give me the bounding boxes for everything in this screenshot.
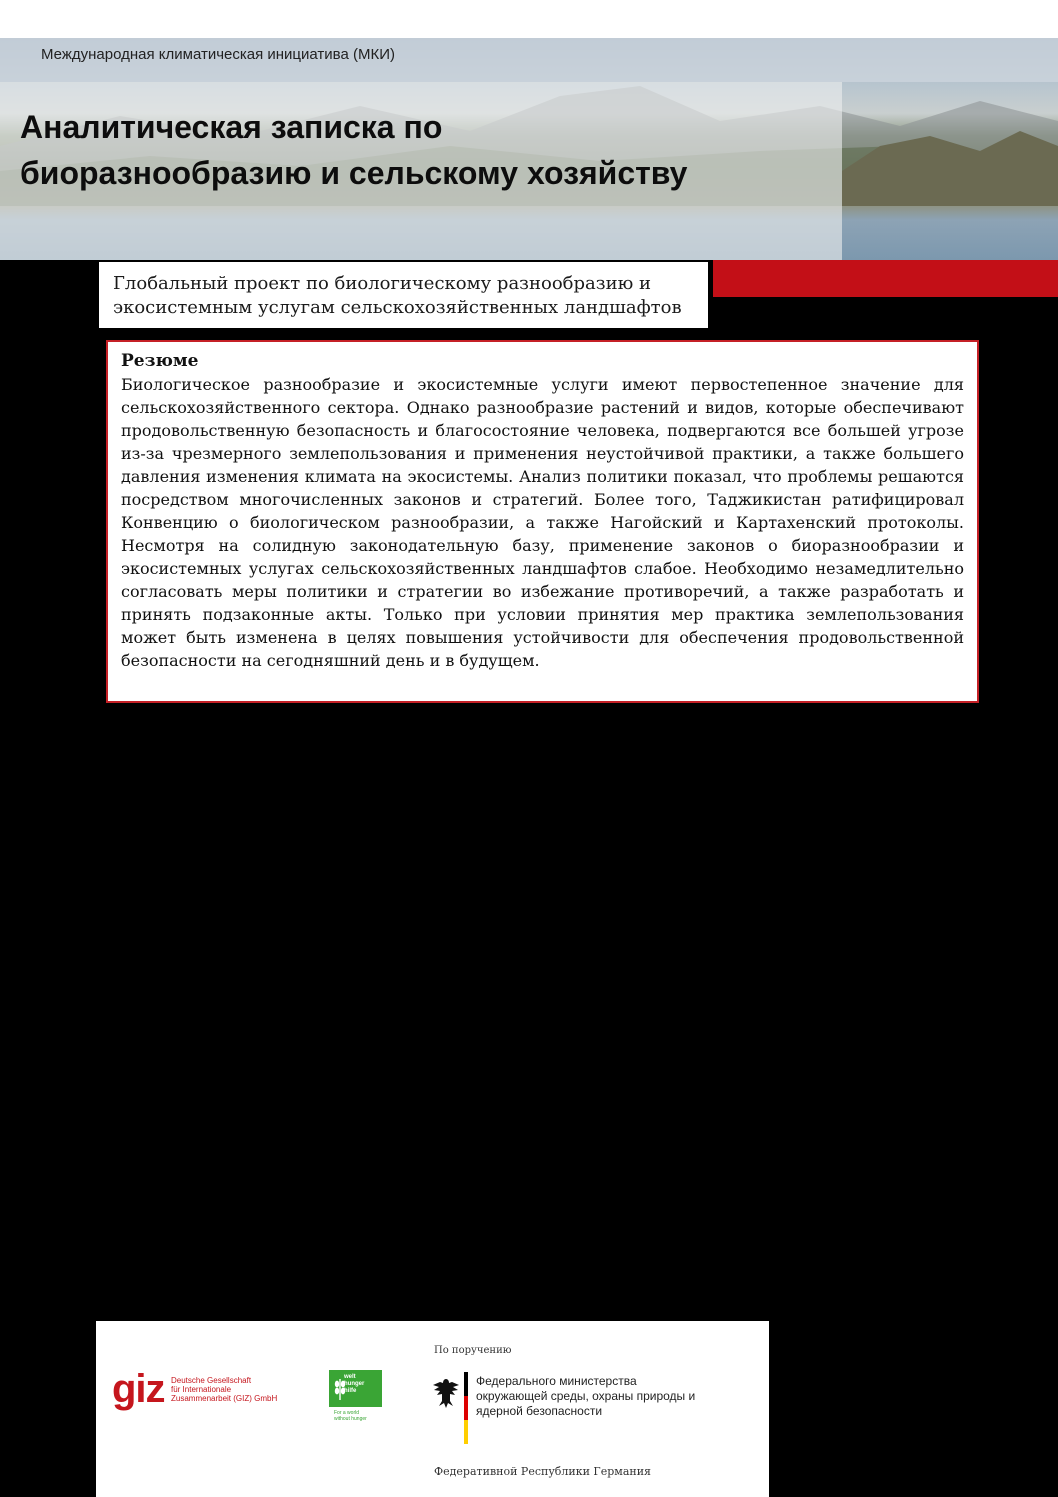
footer-logos <box>96 1321 769 1497</box>
republic-label: Федеративной Республики Германия <box>434 1465 651 1478</box>
ministry-line-3: ядерной безопасности <box>476 1404 603 1418</box>
initiative-label: Международная климатическая инициатива (МКИ) <box>41 46 395 63</box>
flag-red <box>464 1396 468 1420</box>
federal-eagle-icon <box>431 1375 461 1409</box>
whh-word-2: hunger <box>344 1381 365 1387</box>
project-subtitle <box>99 262 708 328</box>
giz-name <box>171 1376 277 1403</box>
accent-bar <box>713 260 1058 297</box>
title-line-2: биоразнообразию и сельскому хозяйству <box>20 155 688 191</box>
top-margin <box>0 0 1058 38</box>
commission-label: По поручению <box>434 1345 512 1356</box>
giz-name-line-3: Zusammenarbeit (GIZ) GmbH <box>171 1394 278 1403</box>
subtitle-line-1: Глобальный проект по биологическому разнообразию и <box>113 273 651 294</box>
giz-name-line-2: für Internationale <box>171 1385 232 1394</box>
flag-gold <box>464 1420 468 1444</box>
ministry-name <box>476 1374 695 1419</box>
flag-black <box>464 1372 468 1396</box>
ministry-line-1: Федерального министерства <box>476 1374 637 1388</box>
document-title <box>20 104 820 196</box>
subtitle-line-2: экосистемным услугам сельскохозяйственных ландшафтов <box>113 297 682 318</box>
german-flag-stripe <box>464 1372 468 1444</box>
summary-box <box>106 340 979 703</box>
ministry-line-2: окружающей среды, охраны природы и <box>476 1389 696 1403</box>
welthungerhilfe-tagline <box>334 1410 367 1422</box>
whh-word-1: welt <box>344 1374 356 1380</box>
welthungerhilfe-wordmark <box>344 1374 364 1395</box>
summary-heading: Резюме <box>121 351 199 371</box>
whh-word-3: hilfe <box>344 1388 357 1394</box>
summary-text: Биологическое разнообразие и экосистемные услуги имеют первостепенное значение для сельскохозяйственного сектора. Однако разнообразие растений и видов, которые обеспечивают продовольственную безопасность и благосостояние человека, подвергаются все большей угрозе из-за чрезмерного землепользования и применения неустойчивой практики, а также большего давления изменения климата на экосистемы. Анализ политики показал, что проблемы решаются посредством многочисленных законов и стратегий. Более того, Таджикистан ратифицировал Конвенцию о биологическом разнообразии, а также Нагойский и Картахенский протоколы. Несмотря на солидную законодательную базу, применение законов о биоразнообразии и экосистемных услугах сельскохозяйственных ландшафтов слабое. Необходимо незамедлительно согласовать меры политики и стратегии во избежание противоречий, а также разработать и принять подзаконные акты. Только при условии принятия мер практика землепользования может быть изменена в целях повышения устойчивости для обеспечения продовольственной безопасности на сегодняшний день и в будущем. <box>121 375 964 670</box>
giz-name-line-1: Deutsche Gesellschaft <box>171 1376 252 1385</box>
header-banner <box>0 38 1058 260</box>
whh-tag-2: without hunger <box>334 1416 367 1422</box>
giz-logo: giz <box>112 1367 165 1411</box>
banner-top-strip <box>0 38 1058 82</box>
title-line-1: Аналитическая записка по <box>20 109 443 145</box>
whh-tag-1: For a world <box>334 1410 360 1416</box>
